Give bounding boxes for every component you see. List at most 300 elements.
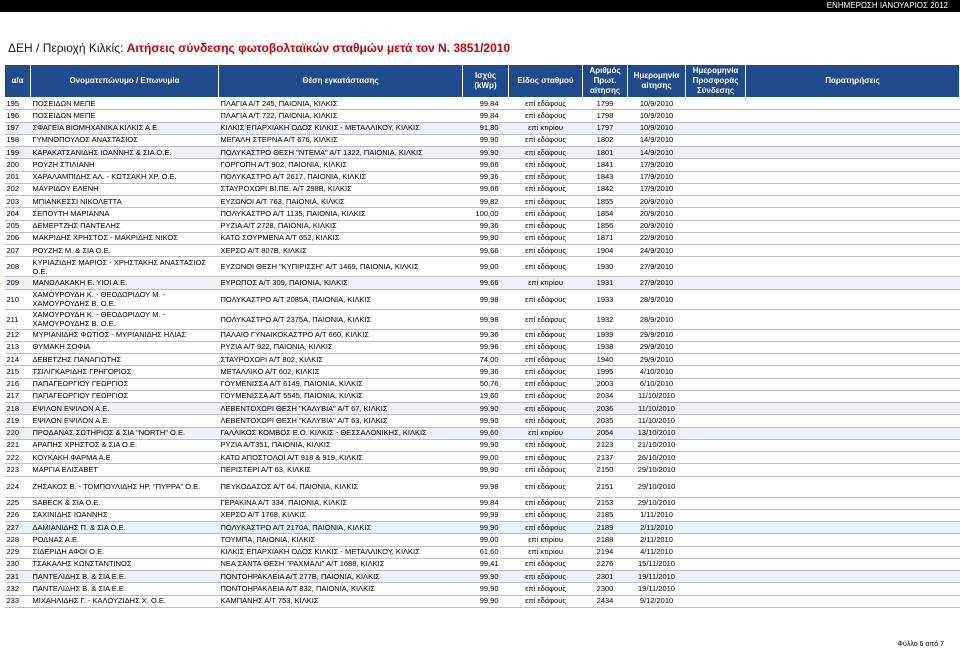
cell-location: ΠΟΛΥΚΑΣΤΡΟ Α/Τ 2375Α, ΠΑΙΟΝΙΑ, ΚΙΛΚΙΣ	[219, 309, 463, 329]
cell-location: ΠΟΛΥΚΑΣΤΡΟ Α/Τ 2085Α, ΠΑΙΟΝΙΑ, ΚΙΛΚΙΣ	[219, 289, 463, 309]
cell-protocol: 1904	[583, 245, 628, 257]
cell-date: 9/12/2010	[628, 595, 686, 607]
table-row	[5, 476, 960, 497]
cell-offer	[686, 208, 746, 220]
cell-name: ΠΑΝΤΕΛΙΔΗΣ Β. & ΣΙΑ Ε.Ε.	[31, 571, 219, 583]
cell-location: ΠΟΛΥΚΑΣΤΡΟ Α/Τ 2617, ΠΑΙΟΝΙΑ, ΚΙΛΚΙΣ	[219, 171, 463, 183]
cell-notes	[746, 208, 960, 220]
cell-date: 21/10/2010	[628, 439, 686, 451]
cell-type: επί εδάφους	[509, 595, 583, 607]
cell-location: ΡΥΖΙΑ Α/Τ 922, ΠΑΙΟΝΙΑ, ΚΙΛΚΙΣ	[219, 341, 463, 353]
cell-protocol: 1930	[583, 257, 628, 277]
cell-date: 17/9/2010	[628, 159, 686, 171]
cell-type: επί κτιρίου	[509, 277, 583, 289]
cell-notes	[746, 427, 960, 439]
cell-offer	[686, 366, 746, 378]
top-banner-text: ΕΝΗΜΕΡΩΣΗ ΙΑΝΟΥΑΡΙΟΣ 2012	[826, 1, 948, 10]
cell-protocol: 1842	[583, 183, 628, 195]
cell-notes	[746, 378, 960, 390]
cell-type: επί εδάφους	[509, 171, 583, 183]
cell-aa: 231	[5, 571, 31, 583]
cell-aa: 211	[5, 309, 31, 329]
cell-location: ΠΛΑΓΙΑ Α/Τ 722, ΠΑΙΟΝΙΑ, ΚΙΛΚΙΣ	[219, 110, 463, 122]
cell-location: ΚΙΛΚΙΣ ΕΠΑΡΧΙΑΚΗ ΟΔΟΣ ΚΙΛΚΙΣ - ΜΕΤΑΛΛΙΚΟΥ, ΚΙΛΚΙΣ	[219, 122, 463, 134]
cell-name: ΠΑΠΑΓΕΩΡΓΙΟΥ ΓΕΩΡΓΙΟΣ	[31, 378, 219, 390]
cell-power: 99,90	[463, 522, 509, 534]
cell-location: ΧΕΡΣΟ Α/Τ 807Β, ΚΙΛΚΙΣ	[219, 245, 463, 257]
cell-aa: 209	[5, 277, 31, 289]
table-row	[5, 220, 960, 232]
table-row	[5, 183, 960, 195]
cell-aa: 208	[5, 257, 31, 277]
cell-notes	[746, 452, 960, 464]
header-aa: α/α	[5, 65, 31, 98]
cell-date: 1/11/2010	[628, 509, 686, 521]
cell-aa: 226	[5, 509, 31, 521]
table-row	[5, 415, 960, 427]
cell-notes	[746, 403, 960, 415]
cell-name: ΑΡΑΠΗΣ ΧΡΗΣΤΟΣ & ΣΙΑ Ο.Ε.	[31, 439, 219, 451]
cell-protocol: 1855	[583, 196, 628, 208]
cell-type: επί εδάφους	[509, 341, 583, 353]
cell-aa: 198	[5, 134, 31, 146]
cell-location: ΠΕΡΙΣΤΕΡΙ Α/Τ 63, ΚΙΛΚΙΣ	[219, 464, 463, 476]
cell-offer	[686, 134, 746, 146]
cell-notes	[746, 439, 960, 451]
table-row	[5, 122, 960, 134]
cell-protocol: 1940	[583, 354, 628, 366]
cell-notes	[746, 289, 960, 309]
cell-location: ΛΕΒΕΝΤΟΧΩΡΙ ΘΕΣΗ "ΚΑΛΥΒΙΑ" Α/Τ 67, ΚΙΛΚΙΣ	[219, 403, 463, 415]
cell-offer	[686, 415, 746, 427]
cell-power: 99,90	[463, 415, 509, 427]
cell-type: επί εδάφους	[509, 378, 583, 390]
table-row	[5, 534, 960, 546]
table-row	[5, 354, 960, 366]
cell-type: επί εδάφους	[509, 558, 583, 570]
cell-protocol: 1801	[583, 147, 628, 159]
cell-type: επί εδάφους	[509, 497, 583, 509]
cell-type: επί εδάφους	[509, 583, 583, 595]
cell-power: 99,90	[463, 583, 509, 595]
cell-protocol: 1799	[583, 98, 628, 110]
cell-name: ΜΑΚΡΙΔΗΣ ΧΡΗΣΤΟΣ - ΜΑΚΡΙΔΗΣ ΝΙΚΟΣ	[31, 232, 219, 244]
cell-protocol: 1933	[583, 289, 628, 309]
cell-offer	[686, 309, 746, 329]
cell-aa: 230	[5, 558, 31, 570]
cell-power: 99,90	[463, 571, 509, 583]
cell-aa: 221	[5, 439, 31, 451]
table-row	[5, 571, 960, 583]
cell-power: 50,76	[463, 378, 509, 390]
cell-protocol: 1854	[583, 208, 628, 220]
cell-protocol: 2153	[583, 497, 628, 509]
cell-aa: 210	[5, 289, 31, 309]
cell-name: ΜΑΡΓΙΑ ΕΛΙΣΑΒΕΤ	[31, 464, 219, 476]
cell-location: ΚΙΛΚΙΣ ΕΠΑΡΧΙΑΚΗ ΟΔΟΣ ΚΙΛΚΙΣ - ΜΕΤΑΛΛΙΚΟΥ, ΚΙΛΚΙΣ	[219, 546, 463, 558]
cell-type: επί εδάφους	[509, 309, 583, 329]
cell-power: 61,60	[463, 546, 509, 558]
cell-date: 10/9/2010	[628, 122, 686, 134]
cell-location: ΠΟΝΤΟΗΡΑΚΛΕΙΑ Α/Τ 832, ΠΑΙΟΝΙΑ, ΚΙΛΚΙΣ	[219, 583, 463, 595]
table-row	[5, 110, 960, 122]
cell-offer	[686, 497, 746, 509]
cell-date: 29/9/2010	[628, 329, 686, 341]
cell-power: 99,00	[463, 534, 509, 546]
cell-location: ΓΟΡΓΟΠΗ Α/Τ 902, ΠΑΙΟΝΙΑ, ΚΙΛΚΙΣ	[219, 159, 463, 171]
cell-protocol: 1871	[583, 232, 628, 244]
cell-power: 99,96	[463, 341, 509, 353]
cell-power: 99,90	[463, 134, 509, 146]
cell-date: 19/11/2010	[628, 583, 686, 595]
cell-offer	[686, 220, 746, 232]
header-location: Θέση εγκατάστασης	[219, 65, 463, 98]
cell-name: ΚΥΡΙΑΖΙΔΗΣ ΜΑΡΙΟΣ - ΧΡΗΣΤΑΚΗΣ ΑΝΑΣΤΑΣΙΟΣ Ο.Ε.	[31, 257, 219, 277]
table-row	[5, 171, 960, 183]
cell-location: ΠΟΛΥΚΑΣΤΡΟ Α/Τ 2170Α, ΠΑΙΟΝΙΑ, ΚΙΛΚΙΣ	[219, 522, 463, 534]
cell-notes	[746, 220, 960, 232]
cell-power: 99,66	[463, 159, 509, 171]
cell-name: ΠΟΣΕΙΔΩΝ ΜΕΠΕ	[31, 110, 219, 122]
cell-aa: 205	[5, 220, 31, 232]
cell-aa: 201	[5, 171, 31, 183]
cell-offer	[686, 98, 746, 110]
cell-offer	[686, 245, 746, 257]
cell-notes	[746, 390, 960, 402]
cell-location: ΕΥΖΩΝΟΙ Α/Τ 763, ΠΑΙΟΝΙΑ, ΚΙΛΚΙΣ	[219, 196, 463, 208]
table-row	[5, 366, 960, 378]
cell-aa: 195	[5, 98, 31, 110]
cell-offer	[686, 289, 746, 309]
cell-notes	[746, 183, 960, 195]
cell-protocol: 2123	[583, 439, 628, 451]
cell-name: ΜΑΥΡΙΔΟΥ ΕΛΕΝΗ	[31, 183, 219, 195]
table-row	[5, 196, 960, 208]
cell-name: ΧΑΜΟΥΡΟΥΔΗ Κ. - ΘΕΟΔΩΡΙΔΟΥ Μ. - ΧΑΜΟΥΡΟΥΔΗΣ Β. Ο.Ε.	[31, 289, 219, 309]
cell-type: επί εδάφους	[509, 110, 583, 122]
cell-type: επί εδάφους	[509, 403, 583, 415]
cell-protocol: 1938	[583, 341, 628, 353]
cell-location: ΧΕΡΣΟ Α/Τ 1768, ΚΙΛΚΙΣ	[219, 509, 463, 521]
cell-location: ΡΥΖΙΑ Α/Τ351, ΠΑΙΟΝΙΑ, ΚΙΛΚΙΣ	[219, 439, 463, 451]
cell-power: 99,90	[463, 439, 509, 451]
cell-offer	[686, 522, 746, 534]
cell-protocol: 2003	[583, 378, 628, 390]
cell-protocol: 2150	[583, 464, 628, 476]
cell-type: επί εδάφους	[509, 289, 583, 309]
cell-offer	[686, 476, 746, 497]
cell-date: 4/10/2010	[628, 366, 686, 378]
cell-notes	[746, 476, 960, 497]
cell-location: ΣΤΑΥΡΟΧΩΡΙ ΒΙ.ΠΕ. Α/Τ 298Β, ΚΙΛΚΙΣ	[219, 183, 463, 195]
cell-date: 6/10/2010	[628, 378, 686, 390]
cell-aa: 219	[5, 415, 31, 427]
cell-type: επί εδάφους	[509, 522, 583, 534]
cell-power: 99,00	[463, 257, 509, 277]
cell-type: επί εδάφους	[509, 208, 583, 220]
cell-location: ΠΕΥΚΟΔΑΣΟΣ Α/Τ 64, ΠΑΙΟΝΙΑ, ΚΙΛΚΙΣ	[219, 476, 463, 497]
cell-name: ΣΕΠΟΥΤΗ ΜΑΡΙΑΝΝΑ	[31, 208, 219, 220]
cell-location: ΣΤΑΥΡΟΧΩΡΙ Α/Τ 802, ΚΙΛΚΙΣ	[219, 354, 463, 366]
table-row	[5, 595, 960, 607]
cell-notes	[746, 558, 960, 570]
cell-type: επί εδάφους	[509, 439, 583, 451]
cell-name: ΘΥΜΑΚΗ ΣΟΦΙΑ	[31, 341, 219, 353]
header-type: Είδος σταθμού	[509, 65, 583, 98]
cell-aa: 212	[5, 329, 31, 341]
cell-protocol: 2054	[583, 427, 628, 439]
cell-notes	[746, 534, 960, 546]
table-row	[5, 159, 960, 171]
cell-offer	[686, 439, 746, 451]
cell-notes	[746, 354, 960, 366]
cell-power: 99,60	[463, 427, 509, 439]
table-row	[5, 134, 960, 146]
cell-type: επί εδάφους	[509, 354, 583, 366]
cell-name: ΠΑΝΤΕΛΙΔΗΣ Β. & ΣΙΑ Ε.Ε.	[31, 583, 219, 595]
cell-date: 17/9/2010	[628, 183, 686, 195]
cell-name: ΜΠΙΑΝΚΕΣΣΙ ΝΙΚΟΛΕΤΤΑ	[31, 196, 219, 208]
cell-offer	[686, 122, 746, 134]
cell-offer	[686, 390, 746, 402]
cell-date: 24/9/2010	[628, 245, 686, 257]
cell-protocol: 2035	[583, 415, 628, 427]
cell-date: 17/9/2010	[628, 171, 686, 183]
cell-notes	[746, 366, 960, 378]
cell-type: επί εδάφους	[509, 464, 583, 476]
cell-power: 99,36	[463, 171, 509, 183]
header-name: Ονοματεπώνυμο / Επωνυμία	[31, 65, 219, 98]
table-row	[5, 439, 960, 451]
cell-notes	[746, 329, 960, 341]
cell-type: επί κτιρίου	[509, 427, 583, 439]
cell-date: 29/10/2010	[628, 464, 686, 476]
cell-location: ΜΕΤΑΛΛΙΚΟ Α/Τ 602, ΚΙΛΚΙΣ	[219, 366, 463, 378]
cell-offer	[686, 329, 746, 341]
cell-location: ΝΕΑ ΣΑΝΤΑ ΘΕΣΗ "ΡΑΧΜΑΛΙ" Α/Τ 1688, ΚΙΛΚΙΣ	[219, 558, 463, 570]
cell-date: 2/11/2010	[628, 522, 686, 534]
cell-aa: 232	[5, 583, 31, 595]
cell-date: 29/9/2010	[628, 354, 686, 366]
cell-protocol: 2137	[583, 452, 628, 464]
cell-date: 29/10/2010	[628, 476, 686, 497]
cell-protocol: 2185	[583, 509, 628, 521]
cell-protocol: 1798	[583, 110, 628, 122]
cell-power: 99,99	[463, 509, 509, 521]
cell-type: επί εδάφους	[509, 159, 583, 171]
header-protocol: Αριθμός Πρωτ. αίτησης	[583, 65, 628, 98]
cell-date: 15/11/2010	[628, 558, 686, 570]
cell-power: 99,90	[463, 403, 509, 415]
cell-aa: 200	[5, 159, 31, 171]
cell-name: ΔΑΜΙΑΝΙΔΗΣ Π. & ΣΙΑ Ο.Ε.	[31, 522, 219, 534]
cell-name: ΣΦΑΓΕΙΑ ΒΙΟΜΗΧΑΝΙΚΑ ΚΙΛΚΙΣ Α.Ε.	[31, 122, 219, 134]
cell-offer	[686, 257, 746, 277]
cell-location: ΠΟΛΥΚΑΣΤΡΟ ΘΕΣΗ "ΝΤΕΜΑ" Α/Τ 1322, ΠΑΙΟΝΙΑ, ΚΙΛΚΙΣ	[219, 147, 463, 159]
cell-protocol: 1995	[583, 366, 628, 378]
cell-power: 19,60	[463, 390, 509, 402]
cell-notes	[746, 595, 960, 607]
cell-date: 14/9/2010	[628, 134, 686, 146]
cell-location: ΓΑΛΛΙΚΟΣ ΚΟΜΒΟΣ Ε.Ο. ΚΙΛΚΙΣ - ΘΕΣΣΑΛΟΝΙΚΗΣ, ΚΙΛΚΙΣ	[219, 427, 463, 439]
table-row	[5, 98, 960, 110]
table-row	[5, 509, 960, 521]
header-notes: Παρατηρήσεις	[746, 65, 960, 98]
cell-aa: 197	[5, 122, 31, 134]
cell-offer	[686, 171, 746, 183]
cell-name: ΧΑΡΑΛΑΜΠΙΔΗΣ ΑΛ. - ΚΩΤΣΑΚΗ ΧΡ. Ο.Ε.	[31, 171, 219, 183]
cell-protocol: 2434	[583, 595, 628, 607]
cell-notes	[746, 464, 960, 476]
header-power: Ισχύς (kWp)	[463, 65, 509, 98]
table-row	[5, 309, 960, 329]
cell-offer	[686, 595, 746, 607]
table-row	[5, 245, 960, 257]
cell-location: ΠΟΛΥΚΑΣΤΡΟ Α/Τ 1135, ΠΑΙΟΝΙΑ, ΚΙΛΚΙΣ	[219, 208, 463, 220]
table-row	[5, 546, 960, 558]
cell-date: 22/9/2010	[628, 232, 686, 244]
cell-location: ΚΑΤΩ ΑΠΟΣΤΟΛΟΙ Α/Τ 918 & 919, ΚΙΛΚΙΣ	[219, 452, 463, 464]
cell-date: 20/9/2010	[628, 196, 686, 208]
cell-notes	[746, 110, 960, 122]
table-row	[5, 147, 960, 159]
title-prefix: ΔΕΗ / Περιοχή Κιλκίς:	[8, 41, 124, 55]
cell-name: ΡΟΥΖΗΣ Μ. & ΣΙΑ Ο.Ε.	[31, 245, 219, 257]
cell-type: επί κτιρίου	[509, 122, 583, 134]
cell-name: ΤΣΙΛΙΓΚΑΡΙΔΗΣ ΓΡΗΓΟΡΙΟΣ	[31, 366, 219, 378]
cell-offer	[686, 159, 746, 171]
table-body	[5, 98, 960, 608]
cell-name: ΖΗΣΑΚΟΣ Β. - ΤΟΜΠΟΥΛΙΔΗΣ ΗΡ. "ΠΥΡΡΑ" Ο.Ε.	[31, 476, 219, 497]
cell-date: 11/10/2010	[628, 415, 686, 427]
cell-date: 29/10/2010	[628, 497, 686, 509]
cell-protocol: 1931	[583, 277, 628, 289]
cell-protocol: 2151	[583, 476, 628, 497]
cell-date: 29/9/2010	[628, 341, 686, 353]
cell-offer	[686, 183, 746, 195]
cell-name: ΜΙΧΑΗΛΙΔΗΣ Γ. - ΚΑΛΟΥΖΙΔΗΣ Χ. Ο.Ε.	[31, 595, 219, 607]
cell-aa: 207	[5, 245, 31, 257]
cell-aa: 220	[5, 427, 31, 439]
cell-protocol: 2300	[583, 583, 628, 595]
cell-name: ΜΑΝΩΛΑΚΑΚΗ Ε. ΥΙΟΙ Α.Ε.	[31, 277, 219, 289]
cell-location: ΡΥΖΙΑ Α/Τ 2728, ΠΑΙΟΝΙΑ, ΚΙΛΚΙΣ	[219, 220, 463, 232]
cell-aa: 202	[5, 183, 31, 195]
cell-notes	[746, 171, 960, 183]
cell-offer	[686, 341, 746, 353]
cell-name: ΧΑΜΟΥΡΟΥΔΗ Κ. - ΘΕΟΔΩΡΙΔΟΥ Μ. - ΧΑΜΟΥΡΟΥΔΗΣ Β. Ο.Ε.	[31, 309, 219, 329]
cell-type: επί κτιρίου	[509, 546, 583, 558]
cell-offer	[686, 558, 746, 570]
table-row	[5, 583, 960, 595]
table-header	[5, 65, 960, 98]
cell-notes	[746, 571, 960, 583]
cell-aa: 204	[5, 208, 31, 220]
cell-name: ΔΕΒΕΤΖΗΣ ΠΑΝΑΓΙΩΤΗΣ	[31, 354, 219, 366]
cell-type: επί εδάφους	[509, 571, 583, 583]
cell-offer	[686, 277, 746, 289]
cell-name: ΓΥΜΝΟΠΟΥΛΟΣ ΑΝΑΣΤΑΣΙΟΣ	[31, 134, 219, 146]
cell-protocol: 1797	[583, 122, 628, 134]
cell-date: 13/10/2010	[628, 427, 686, 439]
cell-notes	[746, 309, 960, 329]
cell-protocol: 1932	[583, 309, 628, 329]
cell-name: ΡΟΥΖΗ ΣΤΙΛΙΑΝΗ	[31, 159, 219, 171]
cell-type: επί εδάφους	[509, 98, 583, 110]
cell-power: 99,84	[463, 110, 509, 122]
cell-protocol: 2276	[583, 558, 628, 570]
cell-aa: 227	[5, 522, 31, 534]
page-title	[8, 41, 510, 55]
cell-location: ΤΟΥΜΠΑ, ΠΑΙΟΝΙΑ, ΚΙΛΚΙΣ	[219, 534, 463, 546]
table-row	[5, 497, 960, 509]
cell-name: ΚΑΡΑΚΑΤΣΑΝΙΔΗΣ ΙΩΑΝΝΗΣ & ΣΙΑ Ο.Ε.	[31, 147, 219, 159]
cell-aa: 216	[5, 378, 31, 390]
cell-power: 99,84	[463, 497, 509, 509]
cell-aa: 206	[5, 232, 31, 244]
cell-notes	[746, 583, 960, 595]
cell-aa: 233	[5, 595, 31, 607]
table-row	[5, 289, 960, 309]
cell-offer	[686, 546, 746, 558]
cell-offer	[686, 534, 746, 546]
cell-type: επί εδάφους	[509, 220, 583, 232]
cell-power: 99,98	[463, 476, 509, 497]
table-row	[5, 558, 960, 570]
cell-date: 27/9/2010	[628, 257, 686, 277]
cell-notes	[746, 147, 960, 159]
cell-offer	[686, 196, 746, 208]
top-banner	[0, 0, 960, 12]
table-row	[5, 390, 960, 402]
cell-offer	[686, 147, 746, 159]
cell-date: 20/9/2010	[628, 220, 686, 232]
cell-location: ΠΑΛΑΙΟ ΓΥΝΑΙΚΟΚΑΣΤΡΟ Α/Τ 660, ΚΙΛΚΙΣ	[219, 329, 463, 341]
cell-aa: 224	[5, 476, 31, 497]
cell-date: 28/9/2010	[628, 289, 686, 309]
table-row	[5, 403, 960, 415]
cell-aa: 214	[5, 354, 31, 366]
cell-power: 99,90	[463, 464, 509, 476]
cell-type: επί εδάφους	[509, 257, 583, 277]
cell-date: 14/9/2010	[628, 147, 686, 159]
cell-notes	[746, 245, 960, 257]
table-row	[5, 208, 960, 220]
cell-location: ΠΟΝΤΟΗΡΑΚΛΕΙΑ Α/Τ 277Β, ΠΑΙΟΝΙΑ, ΚΙΛΚΙΣ	[219, 571, 463, 583]
cell-type: επί εδάφους	[509, 390, 583, 402]
cell-date: 19/11/2010	[628, 571, 686, 583]
cell-protocol: 1802	[583, 134, 628, 146]
cell-name: ΠΡΟΔΑΝΑΣ ΣΩΤΗΡΙΟΣ & ΣΙΑ "NORTH" Ο.Ε.	[31, 427, 219, 439]
cell-power: 91,80	[463, 122, 509, 134]
cell-power: 99,90	[463, 147, 509, 159]
cell-notes	[746, 522, 960, 534]
cell-power: 99,36	[463, 329, 509, 341]
cell-offer	[686, 378, 746, 390]
cell-power: 99,36	[463, 220, 509, 232]
cell-notes	[746, 509, 960, 521]
cell-name: ΜΥΡΙΑΝΙΔΗΣ ΦΩΤΙΟΣ - ΜΥΡΙΑΝΙΔΗΣ ΗΛΙΑΣ	[31, 329, 219, 341]
cell-type: επί εδάφους	[509, 415, 583, 427]
cell-power: 99,98	[463, 289, 509, 309]
cell-aa: 203	[5, 196, 31, 208]
cell-location: ΓΕΡΑΚΙΝΑ Α/Τ 334, ΠΑΙΟΝΙΑ, ΚΙΛΚΙΣ	[219, 497, 463, 509]
cell-aa: 218	[5, 403, 31, 415]
cell-power: 99,41	[463, 558, 509, 570]
table-row	[5, 341, 960, 353]
cell-notes	[746, 122, 960, 134]
cell-location: ΛΕΒΕΝΤΟΧΩΡΙ ΘΕΣΗ "ΚΑΛΥΒΙΑ" Α/Τ 63, ΚΙΛΚΙΣ	[219, 415, 463, 427]
